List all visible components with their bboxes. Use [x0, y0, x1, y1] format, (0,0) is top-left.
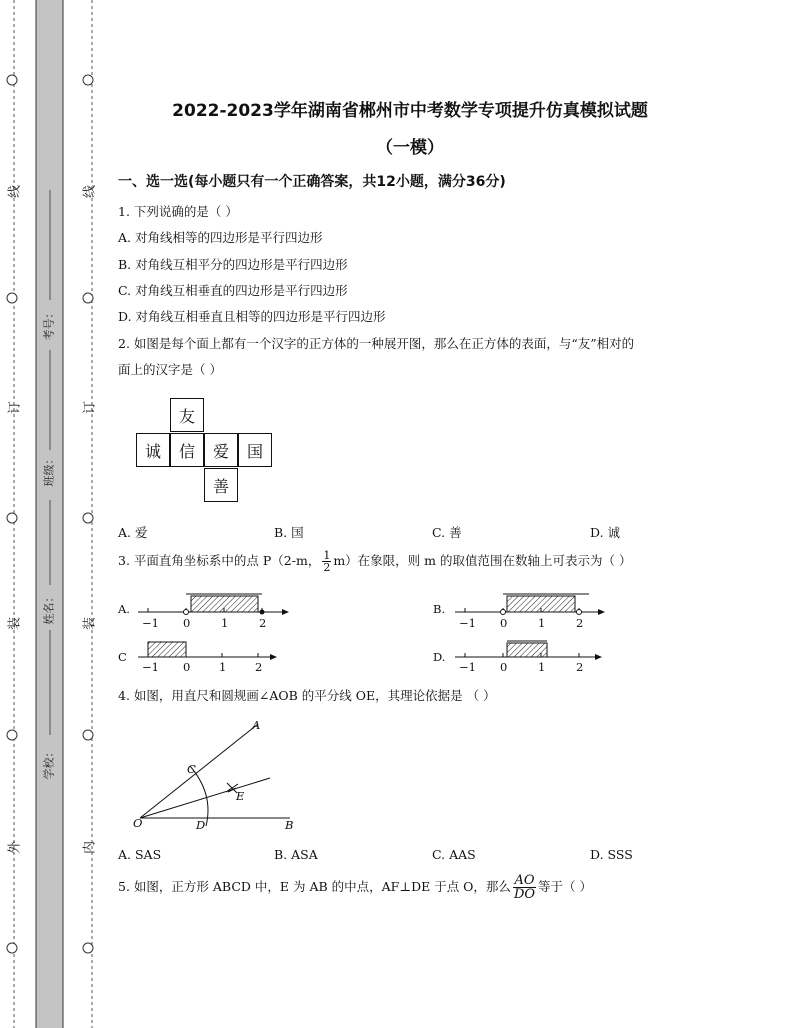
margin-char-wai: 外	[7, 841, 23, 855]
inner-char-line: 线	[82, 185, 98, 199]
margin-char-zhuang: 装	[7, 617, 23, 631]
q5-stem-pre: 5. 如图，正方形 ABCD 中，E 为 AB 的中点，AF⊥DE 于点 O，那么	[118, 879, 511, 894]
q2-stem-1: 2. 如图是每个面上都有一个汉字的正方体的一种展开图，那么在正方体的表面，与“友”相对的	[118, 336, 635, 351]
q3-frac-den: 2	[323, 561, 331, 574]
q1-option-d: D. 对角线互相垂直且相等的四边形是平行四边形	[118, 309, 386, 324]
page-title: 2022-2023学年湖南省郴州市中考数学专项提升仿真模拟试题	[172, 101, 648, 121]
q3-option-b-line	[455, 594, 605, 615]
q4-label-e: E	[236, 789, 245, 803]
q2-option-a: A. 爱	[118, 525, 148, 540]
net-cell-you: 友	[170, 398, 204, 432]
net-cell-guo: 国	[238, 433, 272, 467]
q3a-tick-2: 2	[259, 616, 267, 630]
q3b-tick-2: 2	[576, 616, 584, 630]
q3-fraction	[322, 550, 331, 573]
field-banji: 班级：	[42, 453, 56, 487]
net-cell-shan: 善	[204, 468, 238, 502]
q1-option-a: A. 对角线相等的四边形是平行四边形	[118, 230, 323, 245]
q4-option-c: C. AAS	[432, 847, 476, 862]
q4-option-a: A. SAS	[118, 847, 162, 862]
q3c-tick-0: 0	[183, 660, 191, 674]
inner-char-ding: 订	[82, 401, 98, 415]
q3b-tick-1: 1	[538, 616, 546, 630]
q3a-tick-0: 0	[183, 616, 191, 630]
q3c-tick-m1: −1	[142, 660, 159, 674]
net-cell-ai: 爱	[204, 433, 238, 467]
q5-frac-den: DO	[513, 887, 536, 902]
field-kaohao: 考号：	[42, 307, 56, 341]
q3d-tick-0: 0	[500, 660, 508, 674]
q3d-tick-2: 2	[576, 660, 584, 674]
q4-angle-figure	[128, 712, 328, 837]
q1-stem: 1. 下列说确的是（ ）	[118, 204, 238, 219]
q3-stem	[118, 550, 631, 573]
page-subtitle: （一模）	[376, 138, 444, 158]
q4-stem: 4. 如图，用直尺和圆规画∠AOB 的平分线 OE，其理论依据是 （ ）	[118, 688, 496, 703]
q3c-tick-1: 1	[219, 660, 227, 674]
q4-label-c: C	[187, 762, 196, 776]
q2-option-c: C. 善	[432, 525, 462, 540]
q4-label-a: A	[252, 718, 261, 732]
binding-margin	[0, 0, 110, 1028]
q3d-tick-1: 1	[538, 660, 546, 674]
margin-char-ding: 订	[7, 401, 23, 415]
q3-stem-pre: 3. 平面直角坐标系中的点 P（2-m，	[118, 553, 321, 568]
net-cell-cheng: 诚	[136, 433, 170, 467]
q3-option-d-line	[455, 641, 602, 660]
q3b-tick-0: 0	[500, 616, 508, 630]
q3c-tick-2: 2	[255, 660, 263, 674]
inner-char-nei: 内	[82, 841, 98, 855]
q4-label-o: O	[133, 816, 143, 830]
q3-stem-post: m）在象限，则 m 的取值范围在数轴上可表示为（ ）	[333, 553, 632, 568]
q3-option-a-line	[138, 594, 289, 615]
q3-frac-num: 1	[323, 549, 331, 562]
q4-option-b: B. ASA	[274, 847, 318, 862]
field-xingming: 姓名：	[42, 591, 56, 625]
q4-label-d: D	[196, 818, 206, 832]
q1-option-c: C. 对角线互相垂直的四边形是平行四边形	[118, 283, 348, 298]
q3-letter-b: B.	[433, 602, 446, 616]
net-cell-xin: 信	[170, 433, 204, 467]
q3d-tick-m1: −1	[459, 660, 476, 674]
section-heading: 一、选一选(每小题只有一个正确答案，共12小题，满分36分)	[118, 174, 506, 190]
q5-frac-num: AO	[514, 873, 535, 888]
q4-option-d: D. SSS	[590, 847, 633, 862]
q3-letter-d: D.	[433, 650, 446, 664]
q5-stem-post: 等于（ ）	[538, 879, 593, 894]
q1-option-b: B. 对角线互相平分的四边形是平行四边形	[118, 257, 348, 272]
q2-option-b: B. 国	[274, 525, 304, 540]
q5-fraction	[513, 874, 536, 901]
q2-option-d: D. 诚	[590, 525, 621, 540]
margin-char-line: 线	[7, 185, 23, 199]
inner-char-zhuang: 装	[82, 617, 98, 631]
q3a-tick-1: 1	[221, 616, 229, 630]
q5-stem	[118, 874, 592, 901]
q3b-tick-m1: −1	[459, 616, 476, 630]
field-xuexiao: 学校：	[42, 746, 56, 780]
q4-label-b: B	[285, 818, 294, 832]
q3-letter-a: A.	[118, 602, 130, 616]
q3-option-c-line	[138, 642, 277, 660]
q3-letter-c: C	[118, 650, 127, 664]
q2-stem-2: 面上的汉字是（ ）	[118, 362, 222, 377]
q3a-tick-m1: −1	[142, 616, 159, 630]
